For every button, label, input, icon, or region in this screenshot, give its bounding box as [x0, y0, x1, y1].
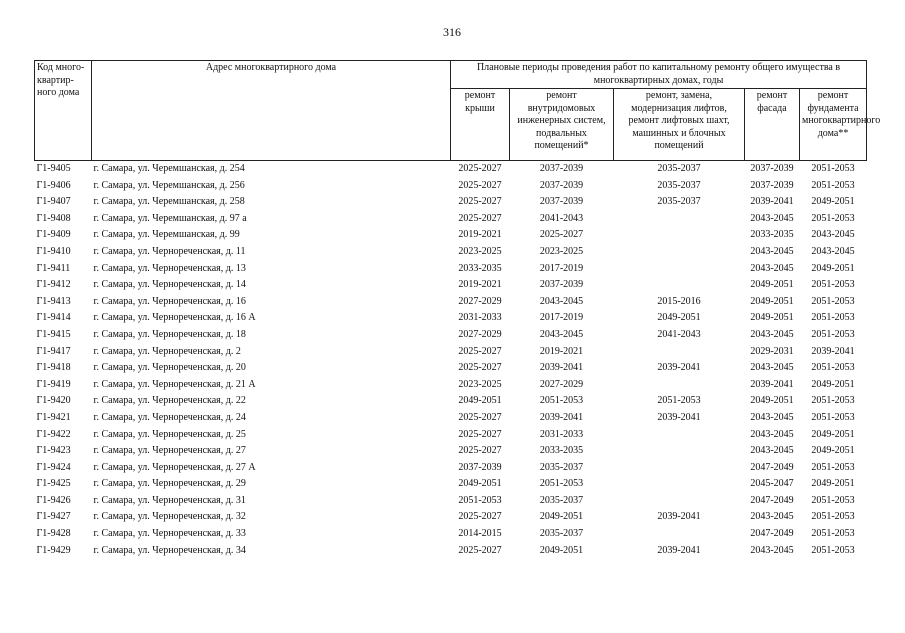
cell-facade: 2049-2051 [750, 295, 794, 307]
cell-address: г. Самара, ул. Чернореченская, д. 32 [93, 511, 246, 523]
cell-facade: 2043-2045 [750, 262, 794, 274]
cell-foundation: 2043-2045 [811, 229, 855, 241]
cell-systems: 2049-2051 [539, 511, 584, 523]
table-row [35, 493, 867, 510]
cell-elevators [614, 443, 745, 460]
cell-roof: 2049-2051 [458, 395, 502, 407]
cell-foundation: 2051-2053 [811, 411, 855, 423]
header-address: Адрес многоквартирного дома [92, 61, 451, 161]
cell-facade: 2047-2049 [750, 461, 794, 473]
cell-code: Г1-9426 [36, 494, 71, 506]
cell-code: Г1-9422 [36, 428, 71, 440]
cell-elevators [614, 261, 745, 278]
cell-facade: 2037-2039 [750, 163, 794, 174]
cell-elevators: 2035-2037 [657, 179, 701, 191]
table-row [35, 393, 867, 410]
cell-code: Г1-9413 [36, 295, 71, 307]
table-row [35, 194, 867, 211]
cell-facade: 2033-2035 [750, 229, 794, 241]
table-row [35, 344, 867, 361]
cell-roof: 2019-2021 [458, 229, 502, 241]
cell-systems: 2039-2041 [539, 362, 584, 374]
cell-foundation: 2051-2053 [811, 179, 855, 191]
cell-code: Г1-9415 [36, 328, 71, 340]
cell-systems: 2051-2053 [539, 478, 584, 490]
cell-roof: 2025-2027 [458, 511, 502, 523]
cell-facade: 2043-2045 [750, 511, 794, 523]
cell-address: г. Самара, ул. Чернореченская, д. 2 [93, 345, 241, 357]
cell-address: г. Самара, ул. Чернореченская, д. 14 [93, 279, 246, 291]
cell-systems: 2017-2019 [539, 262, 584, 274]
table-row [35, 161, 867, 178]
cell-foundation: 2051-2053 [811, 362, 855, 374]
cell-systems: 2031-2033 [539, 428, 584, 440]
cell-foundation: 2049-2051 [811, 445, 855, 457]
cell-elevators: 2015-2016 [657, 295, 701, 307]
cell-systems: 2019-2021 [539, 345, 584, 357]
cell-address: г. Самара, ул. Чернореченская, д. 27 [93, 445, 246, 457]
cell-code: Г1-9427 [36, 511, 71, 523]
cell-code: Г1-9428 [36, 528, 71, 540]
cell-foundation: 2049-2051 [811, 196, 855, 208]
cell-systems: 2037-2039 [539, 163, 584, 174]
cell-foundation: 2051-2053 [811, 163, 855, 174]
cell-elevators [614, 344, 745, 361]
table-row [35, 277, 867, 294]
cell-address: г. Самара, ул. Чернореченская, д. 18 [93, 328, 246, 340]
cell-systems: 2035-2037 [539, 528, 584, 540]
cell-facade: 2043-2045 [750, 544, 794, 556]
cell-facade: 2037-2039 [750, 179, 794, 191]
cell-code: Г1-9418 [36, 362, 71, 374]
header-facade: ремонт фасада [745, 89, 800, 161]
cell-facade: 2047-2049 [750, 528, 794, 540]
cell-elevators [614, 460, 745, 477]
cell-facade: 2049-2051 [750, 279, 794, 291]
cell-foundation: 2043-2045 [811, 245, 855, 257]
cell-elevators: 2051-2053 [657, 395, 701, 407]
cell-facade: 2043-2045 [750, 445, 794, 457]
cell-roof: 2023-2025 [458, 378, 502, 390]
cell-facade: 2045-2047 [750, 478, 794, 490]
page-number: 316 [443, 25, 461, 39]
cell-elevators [614, 493, 745, 510]
cell-roof: 2025-2027 [458, 544, 502, 556]
cell-code: Г1-9421 [36, 411, 71, 423]
cell-roof: 2031-2033 [458, 312, 502, 324]
table-row [35, 427, 867, 444]
cell-elevators: 2039-2041 [657, 362, 701, 374]
cell-foundation: 2051-2053 [811, 312, 855, 324]
cell-roof: 2037-2039 [458, 461, 502, 473]
cell-code: Г1-9408 [36, 212, 71, 224]
cell-address: г. Самара, ул. Чернореченская, д. 24 [93, 411, 246, 423]
cell-code: Г1-9425 [36, 478, 71, 490]
header-systems: ремонт внутридомовых инженерных систем, подвальных помещений* [510, 89, 614, 161]
capital-repair-table [34, 60, 881, 559]
cell-foundation: 2051-2053 [811, 279, 855, 291]
table-row [35, 526, 867, 543]
table-row [35, 509, 867, 526]
cell-address: г. Самара, ул. Чернореченская, д. 25 [93, 428, 246, 440]
cell-systems: 2043-2045 [539, 328, 584, 340]
table-row [35, 178, 867, 195]
cell-roof: 2049-2051 [458, 478, 502, 490]
cell-address: г. Самара, ул. Чернореченская, д. 33 [93, 528, 246, 540]
cell-elevators: 2041-2043 [657, 328, 701, 340]
cell-address: г. Самара, ул. Чернореченская, д. 22 [93, 395, 246, 407]
cell-code: Г1-9417 [36, 345, 71, 357]
cell-address: г. Самара, ул. Чернореченская, д. 20 [93, 362, 246, 374]
cell-code: Г1-9410 [36, 245, 71, 257]
table-row [35, 410, 867, 427]
header-roof: ремонт крыши [451, 89, 510, 161]
table-row [35, 244, 867, 261]
cell-foundation: 2039-2041 [811, 345, 855, 357]
cell-elevators: 2035-2037 [657, 163, 701, 174]
cell-systems: 2039-2041 [539, 411, 584, 423]
cell-code: Г1-9405 [36, 163, 71, 174]
cell-roof: 2051-2053 [458, 494, 502, 506]
cell-address: г. Самара, ул. Черемшанская, д. 97 а [93, 212, 247, 224]
cell-roof: 2027-2029 [458, 295, 502, 307]
cell-address: г. Самара, ул. Черемшанская, д. 258 [93, 196, 245, 208]
table-row [35, 227, 867, 244]
table-body [35, 161, 867, 560]
cell-systems: 2043-2045 [539, 295, 584, 307]
header-periods: Плановые периоды проведения работ по капитальному ремонту общего имущества в многоквартирных домах, годы [451, 61, 867, 89]
cell-facade: 2049-2051 [750, 312, 794, 324]
cell-facade: 2043-2045 [750, 328, 794, 340]
cell-elevators [614, 227, 745, 244]
cell-roof: 2025-2027 [458, 179, 502, 191]
cell-systems: 2025-2027 [539, 229, 584, 241]
cell-code: Г1-9414 [36, 312, 71, 324]
cell-roof: 2019-2021 [458, 279, 502, 291]
cell-code: Г1-9420 [36, 395, 71, 407]
cell-elevators: 2039-2041 [657, 411, 701, 423]
cell-roof: 2027-2029 [458, 328, 502, 340]
table-row [35, 310, 867, 327]
table-row [35, 460, 867, 477]
cell-address: г. Самара, ул. Черемшанская, д. 254 [93, 163, 245, 174]
cell-elevators [614, 277, 745, 294]
cell-systems: 2037-2039 [539, 196, 584, 208]
cell-address: г. Самара, ул. Чернореченская, д. 13 [93, 262, 246, 274]
cell-foundation: 2051-2053 [811, 295, 855, 307]
table-row [35, 377, 867, 394]
cell-foundation: 2049-2051 [811, 478, 855, 490]
cell-elevators [614, 377, 745, 394]
cell-systems: 2033-2035 [539, 445, 584, 457]
cell-code: Г1-9406 [36, 179, 71, 191]
cell-systems: 2037-2039 [539, 179, 584, 191]
cell-elevators: 2049-2051 [657, 312, 701, 324]
cell-systems: 2041-2043 [539, 212, 584, 224]
cell-code: Г1-9424 [36, 461, 71, 473]
cell-roof: 2025-2027 [458, 428, 502, 440]
cell-facade: 2043-2045 [750, 245, 794, 257]
cell-facade: 2043-2045 [750, 362, 794, 374]
cell-address: г. Самара, ул. Чернореченская, д. 31 [93, 494, 246, 506]
cell-systems: 2035-2037 [539, 461, 584, 473]
cell-foundation: 2049-2051 [811, 428, 855, 440]
cell-foundation: 2049-2051 [811, 378, 855, 390]
table-row [35, 443, 867, 460]
cell-code: Г1-9409 [36, 229, 71, 241]
cell-elevators [614, 427, 745, 444]
header-elevators: ремонт, замена, модернизация лифтов, ремонт лифтовых шахт, машинных и блочных помещений [614, 89, 745, 161]
cell-roof: 2025-2027 [458, 445, 502, 457]
cell-roof: 2025-2027 [458, 362, 502, 374]
cell-systems: 2037-2039 [539, 279, 584, 291]
cell-address: г. Самара, ул. Чернореченская, д. 16 А [93, 312, 256, 324]
table-row [35, 261, 867, 278]
cell-roof: 2025-2027 [458, 163, 502, 174]
cell-systems: 2027-2029 [539, 378, 584, 390]
cell-roof: 2033-2035 [458, 262, 502, 274]
cell-address: г. Самара, ул. Чернореченская, д. 11 [93, 245, 246, 257]
cell-code: Г1-9419 [36, 378, 71, 390]
cell-address: г. Самара, ул. Чернореченская, д. 34 [93, 544, 246, 556]
cell-foundation: 2051-2053 [811, 494, 855, 506]
cell-address: г. Самара, ул. Чернореченская, д. 27 А [93, 461, 256, 473]
cell-foundation: 2051-2053 [811, 528, 855, 540]
table-row [35, 327, 867, 344]
cell-elevators: 2035-2037 [657, 196, 701, 208]
cell-code: Г1-9411 [36, 262, 71, 274]
cell-foundation: 2051-2053 [811, 461, 855, 473]
cell-foundation: 2051-2053 [811, 511, 855, 523]
cell-roof: 2025-2027 [458, 196, 502, 208]
cell-roof: 2023-2025 [458, 245, 502, 257]
cell-code: Г1-9429 [36, 544, 71, 556]
table-row [35, 543, 867, 560]
cell-facade: 2043-2045 [750, 411, 794, 423]
cell-systems: 2023-2025 [539, 245, 584, 257]
table-row [35, 294, 867, 311]
cell-address: г. Самара, ул. Чернореченская, д. 29 [93, 478, 246, 490]
cell-foundation: 2049-2051 [811, 262, 855, 274]
cell-elevators: 2039-2041 [657, 511, 701, 523]
cell-elevators [614, 244, 745, 261]
cell-roof: 2014-2015 [458, 528, 502, 540]
cell-facade: 2039-2041 [750, 196, 794, 208]
cell-address: г. Самара, ул. Чернореченская, д. 21 А [93, 378, 256, 390]
cell-facade: 2049-2051 [750, 395, 794, 407]
cell-facade: 2043-2045 [750, 428, 794, 440]
cell-systems: 2049-2051 [539, 544, 584, 556]
cell-code: Г1-9412 [36, 279, 71, 291]
cell-facade: 2039-2041 [750, 378, 794, 390]
cell-foundation: 2051-2053 [811, 395, 855, 407]
cell-foundation: 2051-2053 [811, 328, 855, 340]
cell-roof: 2025-2027 [458, 212, 502, 224]
cell-address: г. Самара, ул. Черемшанская, д. 99 [93, 229, 240, 241]
cell-address: г. Самара, ул. Черемшанская, д. 256 [93, 179, 245, 191]
cell-code: Г1-9423 [36, 445, 71, 457]
cell-facade: 2029-2031 [750, 345, 794, 357]
cell-facade: 2047-2049 [750, 494, 794, 506]
cell-facade: 2043-2045 [750, 212, 794, 224]
cell-elevators [614, 526, 745, 543]
cell-systems: 2035-2037 [539, 494, 584, 506]
header-code: Код много-квартир-ного дома [35, 61, 92, 161]
table-row [35, 476, 867, 493]
cell-elevators [614, 211, 745, 228]
cell-code: Г1-9407 [36, 196, 71, 208]
table-row [35, 211, 867, 228]
cell-systems: 2017-2019 [539, 312, 584, 324]
cell-elevators: 2039-2041 [657, 544, 701, 556]
cell-systems: 2051-2053 [539, 395, 584, 407]
cell-foundation: 2051-2053 [811, 212, 855, 224]
header-foundation: ремонт фундамента многоквартирного дома** [800, 89, 867, 161]
cell-address: г. Самара, ул. Чернореченская, д. 16 [93, 295, 246, 307]
cell-roof: 2025-2027 [458, 411, 502, 423]
cell-foundation: 2051-2053 [811, 544, 855, 556]
cell-roof: 2025-2027 [458, 345, 502, 357]
table-row [35, 360, 867, 377]
cell-elevators [614, 476, 745, 493]
